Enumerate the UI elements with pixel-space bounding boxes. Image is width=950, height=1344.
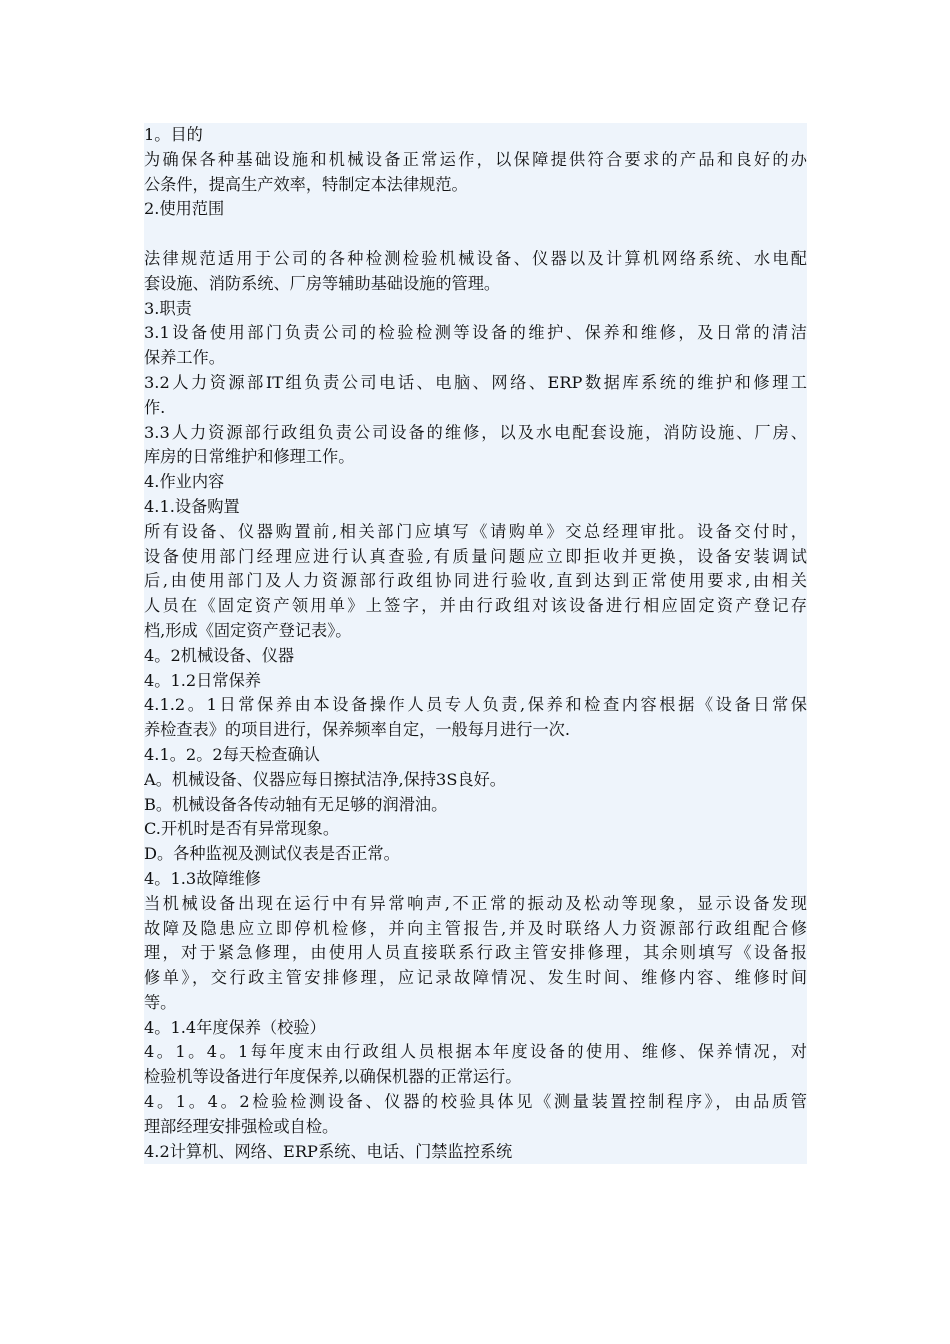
document-line: 4。1.2日常保养 xyxy=(144,670,261,690)
document-line: 4.2计算机、网络、ERP系统、电话、门禁监控系统 xyxy=(144,1141,513,1161)
document-line: 4。1.4年度保养（校验） xyxy=(144,1017,326,1037)
document-line: A。机械设备、仪器应每日擦拭洁净,保持3S良好。 xyxy=(144,769,506,789)
document-line: 等。 xyxy=(144,992,177,1012)
document-line: 设备使用部门经理应进行认真查验,有质量问题应立即拒收并更换，设备安装调试 xyxy=(144,546,807,566)
document-line: 2.使用范围 xyxy=(144,199,225,219)
document-line: 人员在《固定资产领用单》上签字，并由行政组对该设备进行相应固定资产登记存 xyxy=(144,596,807,616)
document-line: 套设施、消防系统、厂房等辅助基础设施的管理。 xyxy=(144,273,501,293)
document-line: 库房的日常维护和修理工作。 xyxy=(144,447,355,467)
document-line: D。各种监视及测试仪表是否正常。 xyxy=(144,844,400,864)
document-line: 4。1。4。1每年度末由行政组人员根据本年度设备的使用、维修、保养情况，对 xyxy=(144,1042,807,1062)
document-line: 公条件，提高生产效率，特制定本法律规范。 xyxy=(144,174,468,194)
blank-line xyxy=(144,222,807,247)
document-line: 检验机等设备进行年度保养,以确保机器的正常运行。 xyxy=(144,1067,522,1087)
document-line: 故障及隐患应立即停机检修，并向主管报告,并及时联络人力资源部行政组配合修 xyxy=(144,918,807,938)
document-line: 3.职责 xyxy=(144,298,192,318)
document-line: 档,形成《固定资产登记表》。 xyxy=(144,620,352,640)
document-line: 当机械设备出现在运行中有异常响声,不正常的振动及松动等现象，显示设备发现 xyxy=(144,893,807,913)
document-line: 理部经理安排强检或自检。 xyxy=(144,1116,339,1136)
document-line: 3.1设备使用部门负责公司的检验检测等设备的维护、保养和维修，及日常的清洁 xyxy=(144,323,807,343)
document-line: 4.作业内容 xyxy=(144,472,225,492)
document-line: 4.1.2。1日常保养由本设备操作人员专人负责,保养和检查内容根据《设备日常保 xyxy=(144,695,807,715)
document-line: 为确保各种基础设施和机械设备正常运作，以保障提供符合要求的产品和良好的办 xyxy=(144,149,807,169)
document-line: 4。1。4。2检验检测设备、仪器的校验具体见《测量装置控制程序》，由品质管 xyxy=(144,1092,807,1112)
document-line: 所有设备、仪器购置前,相关部门应填写《请购单》交总经理审批。设备交付时， xyxy=(144,521,807,541)
document-line: 4.1。2。2每天检查确认 xyxy=(144,744,320,764)
document-line: 1。目的 xyxy=(144,125,203,144)
document-line: 后,由使用部门及人力资源部行政组协同进行验收,直到达到正常使用要求,由相关 xyxy=(144,571,807,591)
document-line: 理，对于紧急修理，由使用人员直接联系行政主管安排修理，其余则填写《设备报 xyxy=(144,943,807,963)
document-line: 法律规范适用于公司的各种检测检验机械设备、仪器以及计算机网络系统、水电配 xyxy=(144,248,807,268)
document-line: 修单》，交行政主管安排修理，应记录故障情况、发生时间、维修内容、维修时间 xyxy=(144,968,807,988)
document-line: 保养工作。 xyxy=(144,348,225,368)
document-line: 作. xyxy=(144,397,166,417)
document-line: 3.3人力资源部行政组负责公司设备的维修，以及水电配套设施，消防设施、厂房、 xyxy=(144,422,807,442)
document-line: 养检查表》的项目进行，保养频率自定，一般每月进行一次. xyxy=(144,720,571,740)
document-line: 3.2人力资源部IT组负责公司电话、电脑、网络、ERP数据库系统的维护和修理工 xyxy=(144,372,807,392)
document-line: C.开机时是否有异常现象。 xyxy=(144,819,340,839)
document-line: 4.1.设备购置 xyxy=(144,496,240,516)
document-line: 4。1.3故障维修 xyxy=(144,868,261,888)
document-line: B。机械设备各传动轴有无足够的润滑油。 xyxy=(144,794,448,814)
document-line: 4。2机械设备、仪器 xyxy=(144,645,295,665)
document-body xyxy=(144,123,807,1164)
